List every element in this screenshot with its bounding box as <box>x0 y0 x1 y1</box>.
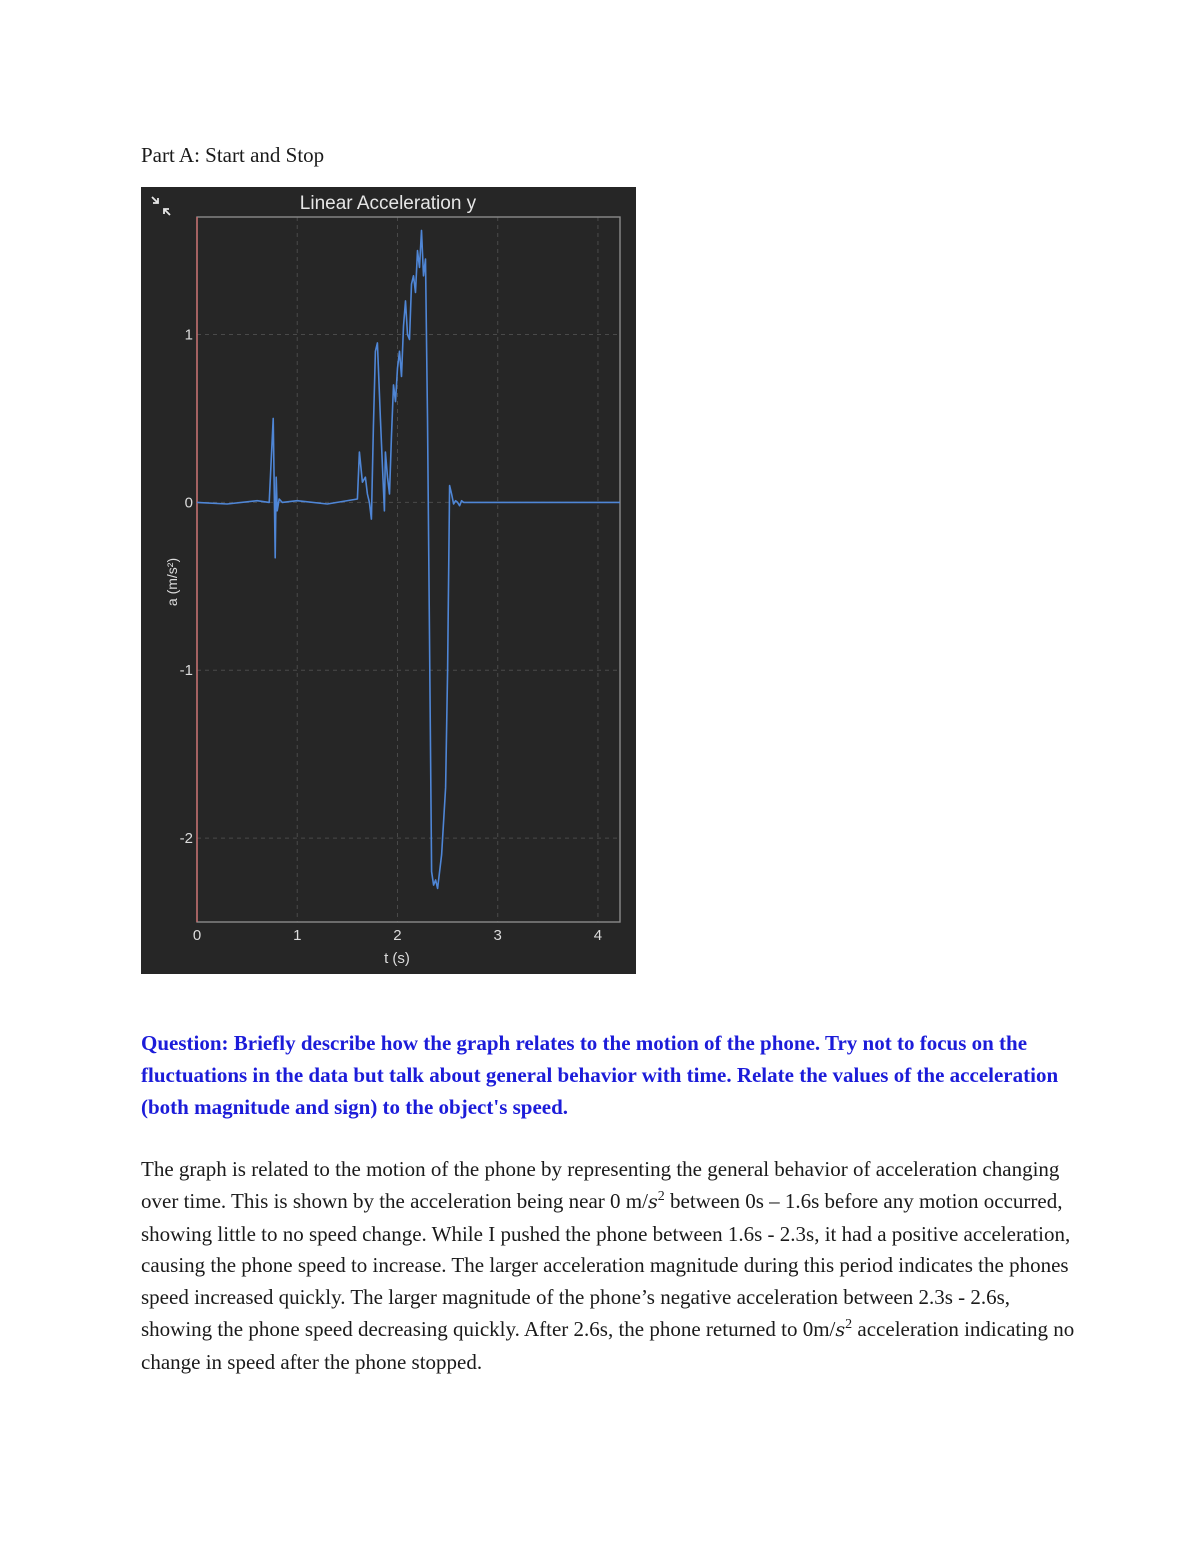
chart-title: Linear Acceleration y <box>299 193 477 214</box>
x-tick-label-1: 1 <box>293 927 302 944</box>
y-tick-label-1: 0 <box>184 494 193 512</box>
answer-paragraph <box>141 1154 1081 1379</box>
x-tick-label-0: 0 <box>192 927 202 944</box>
x-tick-label-4: 4 <box>593 927 603 944</box>
unit-variable-2: s <box>835 1318 846 1341</box>
answer-text-part-1: The graph is related to the motion of the phone by representing the general behavior of acceleration changing over time. This is shown by the acceleration being near 0 m/ <box>141 1157 1060 1213</box>
y-tick-label-0: 1 <box>184 326 193 344</box>
question-text: Question: Briefly describe how the graph relates to the motion of the phone. Try not to focus on the fluctuations in the data but talk about general behavior with time. Relate the values of the acceleration (both magnitude and sign) to the object's speed. <box>141 1031 1059 1119</box>
unit-variable: s <box>647 1190 658 1213</box>
unit-exponent: 2 <box>657 1188 665 1204</box>
y-axis-label: a (m/s²) <box>164 557 180 607</box>
section-heading: Part A: Start and Stop <box>141 143 325 167</box>
acceleration-chart <box>141 187 636 974</box>
x-axis-label: t (s) <box>384 950 410 967</box>
answer-text-part-3: acceleration indicating no change in speed after the phone stopped. <box>141 1316 1075 1374</box>
y-tick-label-2: -1 <box>179 662 193 680</box>
answer-text-part-2: between 0s – 1.6s before any motion occurred, showing little to no speed change. While I pushed the phone between 1.6s - 2.3s, it had a positive acceleration, causing the phone speed to increase. The larger acceleration magnitude during this period indicates the phones speed increased quickly. The larger magnitude of the phone’s negative acceleration between 2.3s - 2.6s, showing the phone speed decreasing quickly. After 2.6s, the phone returned to 0m/ <box>141 1188 1071 1341</box>
y-tick-label-3: -2 <box>179 830 193 848</box>
x-tick-label-3: 3 <box>493 927 502 944</box>
chart-svg <box>141 187 636 974</box>
unit-exponent-2: 2 <box>845 1316 853 1332</box>
x-tick-label-2: 2 <box>393 927 402 944</box>
chart-background <box>141 187 636 974</box>
